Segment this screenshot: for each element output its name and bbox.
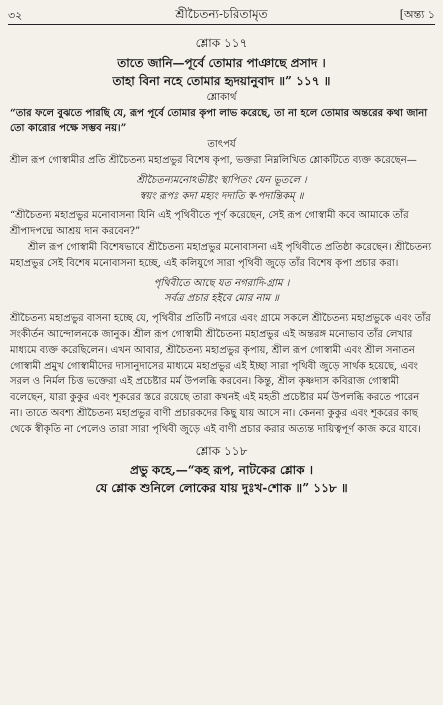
quote-line-4: সর্বত্র প্রচার হইবে মোর নাম ॥ — [164, 293, 279, 305]
purport-paragraph-1: “শ্রীচৈতন্য মহাপ্রভুর মনোবাসনা যিনি এই পৃথিবীতে পূর্ণ করেছেন, সেই রূপ গোস্বামী কবে আমাকে তাঁর শ্রীপাদপদ্মে আশ্রয় দান করবেন?” — [10, 210, 409, 238]
translation-text: “তার ফলে বুঝতে পারছি যে, রূপ পূর্বে তোমার কৃপা লাভ করেছে, তা না হলে তোমার অন্তরের কথা জানা তো কারোর পক্ষে সম্ভব নয়।” — [10, 107, 428, 135]
purport-paragraph-2: শ্রীল রূপ গোস্বামী বিশেষভাবে শ্রীচৈতন্য মহাপ্রভুর মনোবাসনা এই পৃথিবীতে প্রতিষ্ঠা করেছেন। শ্রীচৈতন্য মহাপ্রভুর সেই বিশেষ মনোবাসনা হচ্ছে, এই কলিযুগে সারা পৃথিবী জুড়ে তাঁর বিশেষ কৃপা প্রচার করা। — [10, 241, 432, 269]
sloka-118-heading: শ্লোক ১১৮ — [195, 443, 248, 458]
header-rule — [8, 24, 435, 25]
chapter-label: [অন্ত্য ১ — [399, 8, 435, 21]
sloka-117-verse-line-1: তাতে জানি—পূর্বে তোমার পাঞাছে প্রসাদ । — [117, 55, 326, 70]
purport-intro: শ্রীল রূপ গোস্বামীর প্রতি শ্রীচৈতন্য মহাপ্রভুর বিশেষ কৃপা, ভক্তরা নিম্নলিখিত শ্লোকটিতে ব্যক্ত করেছেন— — [10, 154, 417, 166]
sloka-118-verse-line-1: প্রভু কহে,—“কহ রূপ, নাটকের শ্লোক । — [129, 463, 314, 478]
quote-line-2: স্বয়ং রূপঃ কদা মহ্যং দদাতি স্ব-পদান্তিকম্ ॥ — [139, 190, 304, 202]
sloka-117-verse-line-2: তাহা বিনা নহে তোমার হৃদয়ানুবাদ ॥” ১১৭ ॥ — [112, 73, 331, 88]
quote-line-3: পৃথিবীতে আছে যত নগরাদি-গ্রাম । — [153, 277, 290, 289]
page-header — [8, 4, 435, 24]
quote-line-1: শ্রীচৈতন্যমনোঽভীষ্টং স্থাপিতং যেন ভূতলে । — [136, 174, 307, 186]
sloka-118-verse-line-2: যে শ্লোক শুনিলে লোকের যায় দুঃখ-শোক ॥” ১১৮ ॥ — [95, 481, 348, 496]
purport-heading: তাৎপর্য — [207, 139, 236, 151]
page-number: ৩২ — [8, 9, 23, 22]
book-title: শ্রীচৈতন্য-চরিতামৃত — [175, 7, 268, 21]
page-body — [10, 30, 433, 497]
translation-heading: শ্লোকার্থ — [206, 91, 237, 103]
purport-paragraph-3: শ্রীচৈতন্য মহাপ্রভুর বাসনা হচ্ছে যে, পৃথিবীর প্রতিটি নগরে এবং গ্রামে সকলে শ্রীচৈতন্য মহাপ্রভুকে এবং তাঁর সংকীর্তন আন্দোলনকে জানুক। শ্রীল রূপ গোস্বামী শ্রীচৈতন্য মহাপ্রভুর এই অন্তরঙ্গ মনোভাব তাঁর লেখার মাধ্যমে ব্যক্ত করেছিলেন। এখন আবার, শ্রীচৈতন্য মহাপ্রভুর কৃপায়, শ্রীল রূপ গোস্বামী এবং শ্রীল সনাতন গোস্বামী প্রমুখ গোস্বামীদের দাসানুদাসের মাধ্যমে মহাপ্রভুর এই ইচ্ছা সারা পৃথিবী জুড়ে সার্থক হয়েছে, এবং সরল ও নির্মল চিত্ত ভক্তেরা এই প্রচেষ্টার মর্ম উপলব্ধি করবেন। কিন্তু, শ্রীল কৃষ্ণদাস কবিরাজ গোস্বামী বলেছেন, যারা কুকুর এবং শূকরের স্তরে রয়েছে তারা কখনই এই মহতী প্রচেষ্টার মর্ম উপলব্ধি করতে পারেন না। তাতে অবশ্য শ্রীচৈতন্য মহাপ্রভুর বাণী প্রচারকদের কিছু যায় আসে না। কেননা কুকুর এবং শূকরের কাছ থেকে স্বীকৃতি না পেলেও তারা সারা পৃথিবী জুড়ে এই বাণী প্রচার করার অত্যন্ত দায়িত্বপূর্ণ কাজ করে যাবে। — [10, 313, 431, 435]
sloka-117-heading: শ্লোক ১১৭ — [195, 36, 248, 50]
